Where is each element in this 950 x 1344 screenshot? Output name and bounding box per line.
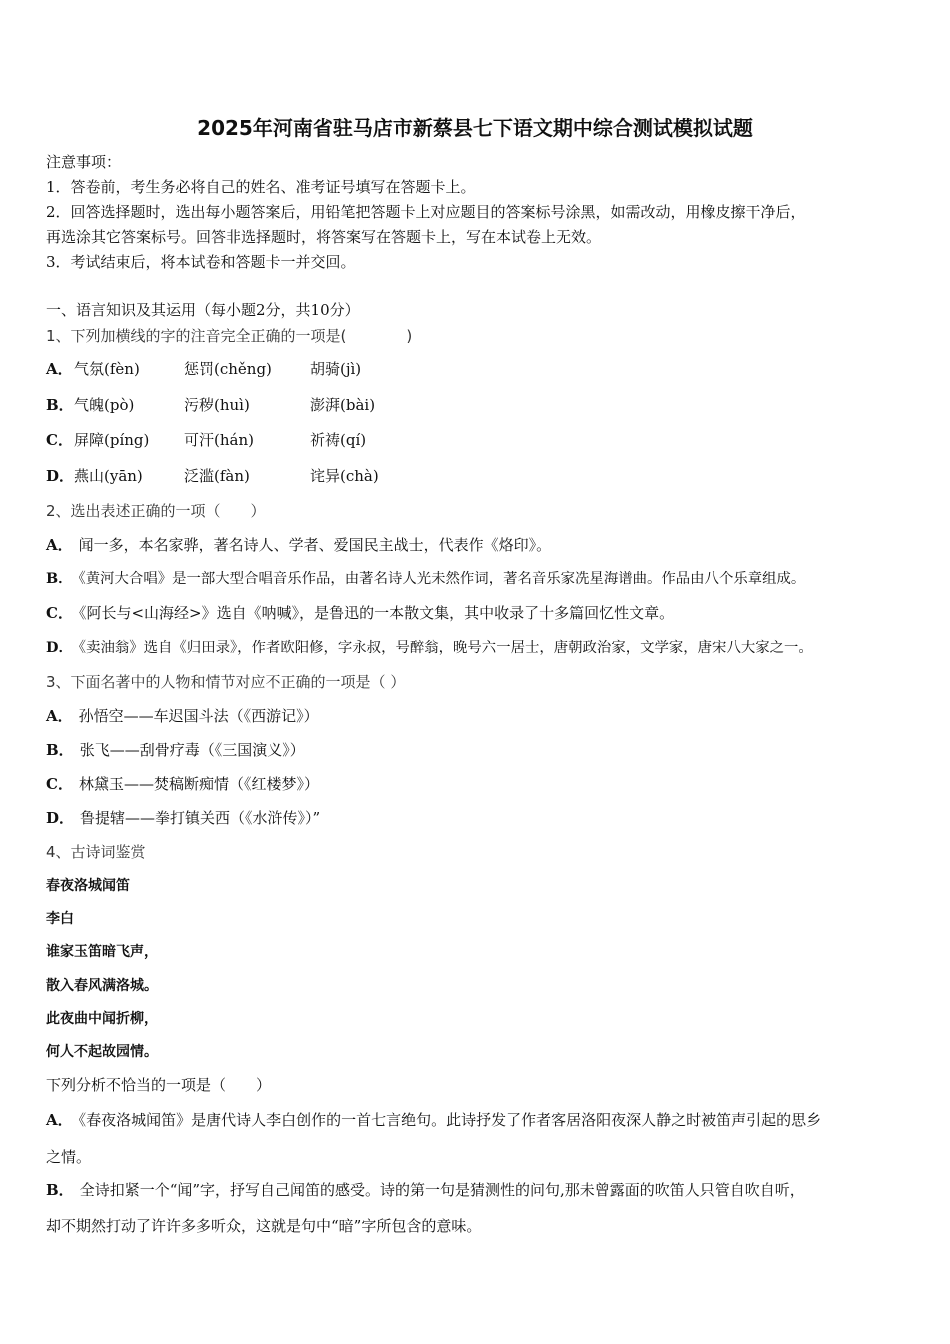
question-2-stem: 2、选出表述正确的一项（ ） — [46, 502, 266, 520]
question-4-stem: 4、古诗词鉴赏 — [46, 843, 146, 861]
q1-d-word-2: 泛滥(fàn) — [184, 467, 250, 485]
q1-b-word-1: 气魄(pò) — [74, 396, 135, 414]
notice-item: 再选涂其它答案标号。回答非选择题时，将答案写在答题卡上，写在本试卷上无效。 — [46, 228, 602, 246]
option-label: A． — [46, 536, 73, 554]
notice-heading: 注意事项： — [46, 153, 122, 171]
option-label: C． — [46, 604, 73, 622]
option-label: C． — [46, 431, 73, 449]
option-label: A． — [46, 707, 73, 725]
notice-item: 2．回答选择题时，选出每小题答案后，用铅笔把答题卡上对应题目的答案标号涂黑，如需改动，用橡皮擦干净后， — [46, 203, 806, 221]
q2-option-b — [46, 569, 805, 589]
q1-d-word-3: 诧异(chà) — [310, 467, 379, 485]
q1-d-word-1: 燕山(yān) — [74, 467, 143, 485]
q3-option-d — [46, 808, 320, 828]
option-label: A． — [46, 1111, 73, 1129]
q4-option-a-continued: 之情。 — [46, 1148, 92, 1166]
option-text: 全诗扣紧一个“闻”字，抒写自己闻笛的感受。诗的第一句是猜测性的问句,那未曾露面的吹笛人只管自吹自听， — [79, 1181, 805, 1199]
q1-b-word-3: 澎湃(bài) — [310, 396, 376, 414]
question-3-stem: 3、下面名著中的人物和情节对应不正确的一项是（ ） — [46, 673, 406, 691]
q3-option-a — [46, 706, 319, 726]
notice-item: 1．答卷前，考生务必将自己的姓名、准考证号填写在答题卡上。 — [46, 178, 476, 196]
q4-question: 下列分析不恰当的一项是（ ） — [46, 1076, 272, 1094]
q2-option-d — [46, 638, 813, 658]
option-text: 孙悟空——车迟国斗法（《西游记》） — [78, 707, 319, 725]
option-label: B． — [46, 396, 74, 414]
option-text: 《黄河大合唱》是一部大型合唱音乐作品，由著名诗人光未然作词，著名音乐家冼星海谱曲。作品由八个乐章组成。 — [78, 571, 806, 587]
option-text: 《春夜洛城闻笛》是唐代诗人李白创作的一首七言绝句。此诗抒发了作者客居洛阳夜深人静之时被笛声引起的思乡 — [78, 1111, 822, 1129]
option-text: 张飞——刮骨疗毒（《三国演义》） — [79, 741, 305, 759]
q3-option-b — [46, 740, 305, 760]
q1-c-word-1: 屏障(píng) — [74, 431, 150, 449]
poem-line: 何人不起故园情。 — [46, 1044, 158, 1060]
option-label: D． — [46, 467, 75, 485]
q4-option-a — [46, 1110, 821, 1130]
option-label: C． — [46, 775, 73, 793]
page-title: 2025年河南省驻马店市新蔡县七下语文期中综合测试模拟试题 — [197, 116, 753, 140]
option-label: A． — [46, 360, 73, 378]
q1-a-word-1: 气氛(fèn) — [74, 360, 140, 378]
option-text: 鲁提辖——拳打镇关西（《水浒传》）” — [80, 809, 321, 827]
q2-option-a — [46, 535, 551, 555]
poem-line: 谁家玉笛暗飞声， — [46, 944, 158, 960]
option-text: 闻一多，本名家骅，著名诗人、学者、爱国民主战士，代表作《烙印》。 — [78, 536, 552, 554]
option-text: 《卖油翁》选自《归田录》，作者欧阳修，字永叔，号醉翁，晚号六一居士，唐朝政治家，文学家，唐宋八大家之一。 — [78, 640, 813, 656]
option-label: B． — [46, 570, 73, 587]
option-text: 《阿长与<山海经>》选自《呐喊》，是鲁迅的一本散文集，其中收录了十多篇回忆性文章。 — [78, 604, 675, 622]
poem-line: 此夜曲中闻折柳， — [46, 1011, 158, 1027]
section-heading: 一、语言知识及其运用（每小题2分，共10分） — [46, 301, 360, 319]
q1-b-word-2: 污秽(huì) — [184, 396, 250, 414]
question-1-stem: 1、下列加横线的字的注音完全正确的一项是( ) — [46, 327, 413, 345]
option-label: D． — [46, 639, 73, 656]
option-label: B． — [46, 1181, 74, 1199]
option-label: D． — [46, 809, 75, 827]
q1-c-word-3: 祈祷(qí) — [310, 431, 367, 449]
notice-item: 3．考试结束后，将本试卷和答题卡一并交回。 — [46, 253, 356, 271]
option-text: 林黛玉——焚稿断痴情（《红楼梦》） — [78, 775, 319, 793]
q1-c-word-2: 可汗(hán) — [184, 431, 254, 449]
q4-option-b-continued: 却不期然打动了许许多多听众，这就是句中“暗”字所包含的意味。 — [46, 1217, 482, 1235]
q4-option-b — [46, 1180, 805, 1200]
poem-line: 散入春风满洛城。 — [46, 978, 158, 994]
option-label: B． — [46, 741, 74, 759]
poem-author: 李白 — [46, 911, 74, 927]
q3-option-c — [46, 774, 319, 794]
q1-a-word-3: 胡骑(jì) — [310, 360, 362, 378]
q1-a-word-2: 惩罚(chěng) — [184, 360, 272, 378]
q2-option-c — [46, 603, 674, 623]
poem-title: 春夜洛城闻笛 — [46, 878, 130, 894]
